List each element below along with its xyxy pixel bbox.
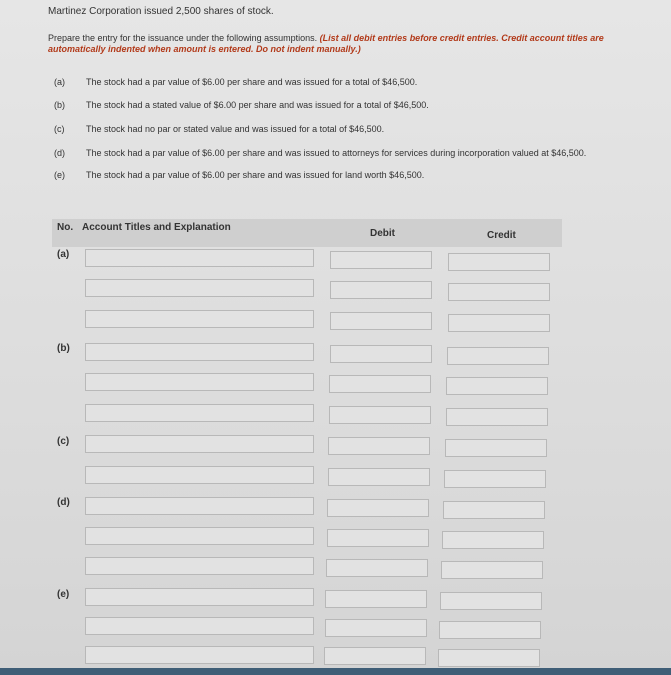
debit-input[interactable] (330, 251, 432, 269)
entry-label-e: (e) (57, 589, 70, 600)
credit-input[interactable] (442, 531, 544, 549)
assumption-e (54, 170, 424, 180)
debit-input[interactable] (327, 529, 429, 547)
account-title-input[interactable] (85, 279, 314, 297)
assumption-text: The stock had a par value of $6.00 per share and was issued for land worth $46,500. (86, 170, 425, 180)
credit-input[interactable] (447, 347, 549, 365)
credit-input[interactable] (441, 561, 543, 579)
debit-input[interactable] (325, 590, 427, 608)
assumption-d (54, 148, 586, 158)
account-title-input[interactable] (85, 617, 314, 635)
debit-input[interactable] (329, 375, 431, 393)
debit-input[interactable] (326, 559, 428, 577)
account-title-input[interactable] (85, 343, 314, 361)
debit-input[interactable] (330, 281, 432, 299)
debit-input[interactable] (330, 312, 432, 330)
problem-title: Martinez Corporation issued 2,500 shares of stock. (48, 6, 274, 17)
credit-input[interactable] (443, 501, 545, 519)
credit-input[interactable] (444, 470, 546, 488)
column-header-no: No. (57, 222, 74, 233)
entry-label-c: (c) (57, 436, 70, 447)
column-header-credit: Credit (487, 230, 516, 241)
credit-input[interactable] (448, 314, 550, 332)
credit-input[interactable] (446, 408, 548, 426)
credit-input[interactable] (440, 592, 542, 610)
debit-input[interactable] (328, 437, 430, 455)
column-header-account: Account Titles and Explanation (82, 222, 231, 233)
account-title-input[interactable] (85, 646, 314, 664)
account-title-input[interactable] (85, 497, 314, 515)
account-title-input[interactable] (85, 557, 314, 575)
entry-label-d: (d) (57, 497, 70, 508)
credit-input[interactable] (438, 649, 540, 667)
instruction-note: (List all debit entries before credit entries. Credit account titles are automatically indented when amount is entered. Do not indent manually.) (48, 33, 604, 54)
account-title-input[interactable] (85, 588, 314, 606)
assumption-letter: (e) (54, 170, 65, 180)
instructions (48, 33, 628, 55)
debit-input[interactable] (330, 345, 432, 363)
debit-input[interactable] (327, 499, 429, 517)
debit-input[interactable] (328, 468, 430, 486)
credit-input[interactable] (445, 439, 547, 457)
assumption-letter: (c) (54, 124, 65, 134)
assumption-text: The stock had a par value of $6.00 per share and was issued to attorneys for services during incorporation valued at $46,500. (86, 148, 587, 158)
account-title-input[interactable] (85, 373, 314, 391)
screen-bottom-bar (0, 668, 671, 675)
assumption-text: The stock had a par value of $6.00 per share and was issued for a total of $46,500. (86, 77, 418, 87)
credit-input[interactable] (448, 283, 550, 301)
account-title-input[interactable] (85, 527, 314, 545)
account-title-input[interactable] (85, 466, 314, 484)
debit-input[interactable] (324, 647, 426, 665)
assumption-letter: (d) (54, 148, 65, 158)
assumption-b (54, 100, 429, 110)
assumption-text: The stock had no par or stated value and was issued for a total of $46,500. (86, 124, 385, 134)
assumption-c (54, 124, 384, 134)
column-header-debit: Debit (370, 228, 395, 239)
assumption-a (54, 77, 417, 87)
credit-input[interactable] (448, 253, 550, 271)
credit-input[interactable] (439, 621, 541, 639)
entry-label-a: (a) (57, 249, 70, 260)
credit-input[interactable] (446, 377, 548, 395)
account-title-input[interactable] (85, 404, 314, 422)
account-title-input[interactable] (85, 249, 314, 267)
assumption-letter: (b) (54, 100, 65, 110)
assumption-letter: (a) (54, 77, 65, 87)
debit-input[interactable] (329, 406, 431, 424)
assumption-text: The stock had a stated value of $6.00 per share and was issued for a total of $46,500. (86, 100, 429, 110)
account-title-input[interactable] (85, 310, 314, 328)
account-title-input[interactable] (85, 435, 314, 453)
entry-label-b: (b) (57, 343, 70, 354)
debit-input[interactable] (325, 619, 427, 637)
instruction-text: Prepare the entry for the issuance under the following assumptions. (48, 33, 318, 43)
